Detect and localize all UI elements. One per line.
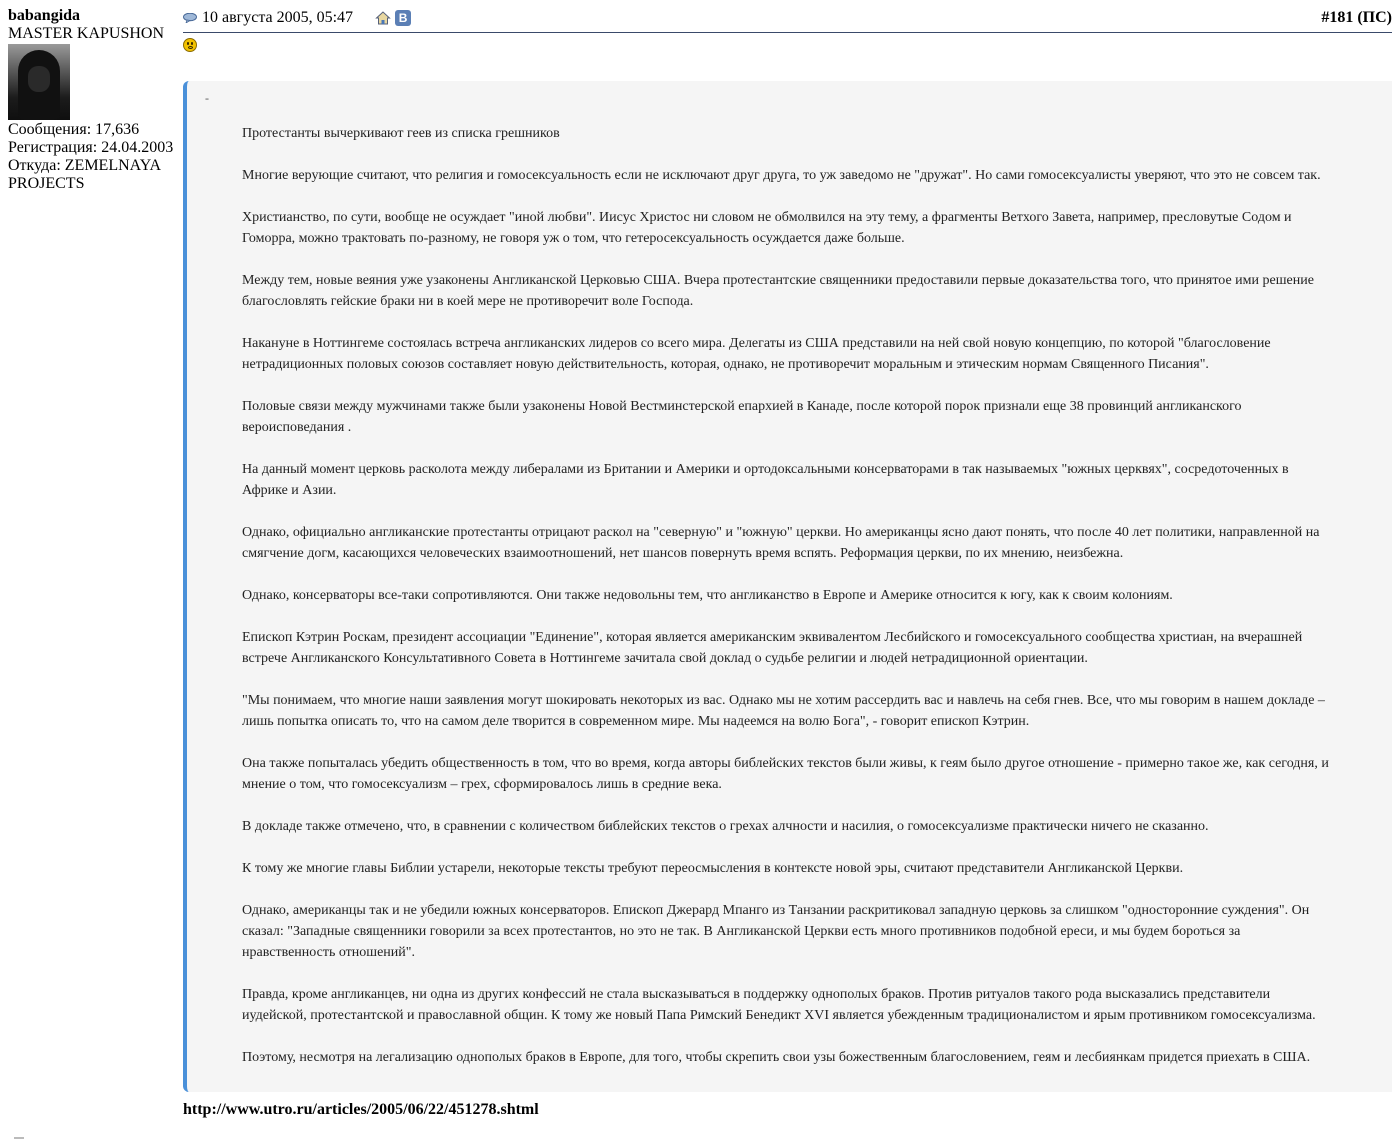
user-location-line-1: Откуда: ZEMELNAYA — [8, 157, 162, 174]
quote-paragraph: Христианство, по сути, вообще не осуждает "иной любви". Иисус Христос ни словом не обмолвился на эту тему, а фрагменты Ветхого Завета, например, пресловутые Содом и Гоморра, можно трактовать по-разному, не говоря уж о том, что гетеросексуальность осуждается даже больше. — [242, 210, 1292, 246]
quote-paragraph: Накануне в Ноттингеме состоялась встреча англиканских лидеров со всего мира. Делегаты из США представили на ней свой новую концепцию, по которой "благословение нетрадиционных половых союзов составляет новую действительность, которая, однако, не противоречит моральным и этическим нормам Священного Писания". — [242, 336, 1271, 372]
quote-paragraph: На данный момент церковь расколота между либералами из Британии и Америки и ортодоксальными консерваторами в так называемых "южных церквях", сосредоточенных в Африке и Азии. — [242, 462, 1289, 498]
user-panel — [8, 7, 178, 193]
quote-paragraph: Между тем, новые веяния уже узаконены Англиканской Церковью США. Вчера протестантские священники предоставили первые доказательства того, что принятое ими решение благословлять гейские браки ни в коей мере не противоречит воле Господа. — [242, 273, 1314, 309]
vk-icon[interactable]: B — [395, 10, 411, 26]
quote-paragraph: Половые связи между мужчинами также были узаконены Новой Вестминстерской епархией в Канаде, после которой порок признали еще 38 провинций англиканского вероисповедания . — [242, 399, 1242, 435]
home-icon[interactable] — [375, 10, 391, 26]
footer-divider — [14, 1137, 24, 1139]
avatar[interactable] — [8, 44, 70, 120]
post-number[interactable] — [1321, 9, 1392, 27]
quote-paragraph: Правда, кроме англиканцев, ни одна из других конфессий не стала высказываться в поддержку однополых браков. Против ритуалов такого рода высказались представители иудейской, протестантской и православной общин. К тому же новый Папа Римский Бенедикт XVI является убежденным традиционалистом и ярым противником гомосексуализма. — [242, 987, 1316, 1023]
quote-body — [242, 123, 1337, 1089]
quote-paragraph: Поэтому, несмотря на легализацию однополых браков в Европе, для того, чтобы скрепить свои узы божественным благословением, геям и лесбиянкам придется приехать в США. — [242, 1050, 1311, 1065]
source-link[interactable]: http://www.utro.ru/articles/2005/06/22/451278.shtml — [183, 1101, 539, 1118]
post-header — [183, 7, 1392, 33]
quote-paragraph: Епископ Кэтрин Роскам, президент ассоциации "Единение", которая является американским эквивалентом Лесбийского и гомосексуального сообщества христиан, на вчерашней встрече Англиканского Консультативного Совета в Ноттингеме зачитала свой доклад о судьбе религии и людей нетрадиционной ориентации. — [242, 630, 1303, 666]
avatar-face — [28, 66, 50, 92]
user-registration-date: Регистрация: 24.04.2003 — [8, 139, 174, 156]
user-location-line-2: PROJECTS — [8, 175, 85, 192]
quote-paragraph: К тому же многие главы Библии устарели, некоторые тексты требуют переосмысления в контексте новой эры, считают представители Англиканской Церкви. — [242, 861, 1184, 876]
post-number-link[interactable]: #181 — [1321, 9, 1354, 26]
post-header-left — [183, 9, 415, 27]
quote-paragraph: Однако, американцы так и не убедили южных консерваторов. Епископ Джерард Мпанго из Танзании раскритиковал западную церковь за слишком "односторонние суждения". Он сказал: "Западные священники говорили за всех протестантов, но это не так. В Англиканской Церкви есть много противников подобной ереси, и мы будем бороться за нравственность отношений". — [242, 903, 1310, 960]
user-post-count: Сообщения: 17,636 — [8, 121, 140, 138]
quote-paragraph: Однако, консерваторы все-таки сопротивляются. Они также недовольны тем, что англиканство в Европе и Америке относится к югу, как к своим колониям. — [242, 588, 1173, 603]
post-date: 10 августа 2005, 05:47 — [202, 9, 354, 26]
username[interactable]: babangida — [8, 7, 81, 24]
quote-paragraph: Протестанты вычеркивают геев из списка грешников — [242, 126, 560, 141]
quote-paragraph: В докладе также отмечено, что, в сравнении с количеством библейских текстов о грехах алчности и насилия, о гомосексуализме практически ничего не сказанно. — [242, 819, 1209, 834]
quote-paragraph: Однако, официально англиканские протестанты отрицают раскол на "северную" и "южную" церкви. Но американцы ясно дают понять, что после 40 лет политики, направленной на смягчение догм, касающихся человеческих взаимоотношений, нет шансов повернуть время вспять. Реформация церкви, по их мнению, неизбежна. — [242, 525, 1320, 561]
quote-dash: - — [205, 91, 209, 105]
user-title: MASTER KAPUSHON — [8, 25, 165, 42]
smiley-icon — [183, 38, 197, 52]
post-badge: (ПС) — [1357, 9, 1392, 26]
comment-icon — [183, 13, 197, 23]
quote-paragraph: Многие верующие считают, что религия и гомосексуальность если не исключают друг друга, то уж заведомо не "дружат". Но сами гомосексуалисты уверяют, что это не совсем так. — [242, 168, 1321, 183]
quote-paragraph: "Мы понимаем, что многие наши заявления могут шокировать некоторых из вас. Однако мы не хотим рассердить вас и навлечь на себя гнев. Все, что мы говорим в нашем докладе – лишь попытка описать то, что на самом деле творится в современном мире. Мы надеемся на волю Бога", - говорит епископ Кэтрин. — [242, 693, 1325, 729]
quote-paragraph: Она также попыталась убедить общественность в том, что во время, когда авторы библейских текстов были живы, к геям было другое отношение - примерно такое же, как сегодня, и мнение о том, что гомосексуализм – грех, сформировалось лишь в средние века. — [242, 756, 1329, 792]
quote-block — [183, 81, 1392, 1092]
